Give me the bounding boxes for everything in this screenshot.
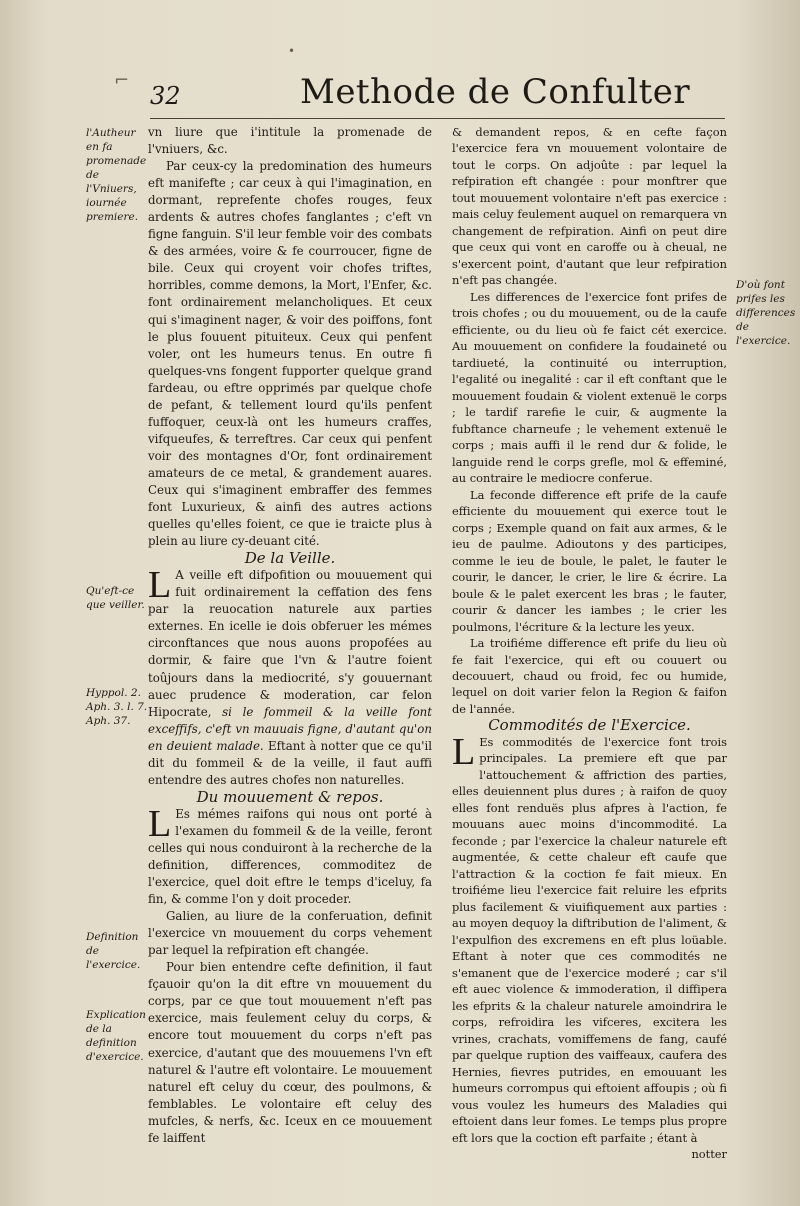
paragraph: Pour bien entendre cefte definition, il faut fçauoir qu'on la dit eftre vn mouuement du corps, par ce que tout mouuement n'eft pas exercice, mais feulement celuy du corps, & encore tout mouuement du corps n'eft pas exercice, d'autant que des mouuemens l'vn eft naturel & l'autre eft volontaire. Le mouuement naturel eft celuy du cœur, des poulmons, & femblables. Le volontaire eft celuy des mufcles, & nerfs, &c. Iceux en ce mouuement fe laiffent <box>148 960 432 1145</box>
paragraph: La feconde difference eft prife de la caufe efficiente du mouuement qui exerce tout le corps ; Exemple quand on fait aux armes, & le ieu de paulme. Adioutons y des participes, comme le ieu de boule, le palet, le fauter le courir, le dancer, le crier, le lire & écrire. La boule & le palet exercent les bras ; le fauter, courir & dancer les iambes ; le crier les poulmons, l'écriture & la lecture les yeux. <box>452 487 727 634</box>
paragraph: LEs mémes raifons qui nous ont porté à l'examen du fommeil & de la veille, feront celles qui nous conduiront à la recherche de la definition, differences, commoditez de l'exercice, quel doit eftre le temps d'iceluy, fa fin, & comme l'on y doit proceder. <box>148 802 432 907</box>
margin-note-veiller: Qu'eft-ce que veiller. <box>86 585 145 611</box>
paragraph: vn liure que i'intitule la promenade de l'vniuers, &c. <box>148 125 432 157</box>
paragraph <box>148 564 433 789</box>
paragraph: LEs commodités de l'exercice font trois principales. La premiere eft que par l'attouchement & affriction des parties, elles deuiennent plus dures ; à raifon de quoy elles font renduës plus afpres à l'action, fe mouuans auec moins d'incommodité. La feconde ; par l'exercice la chaleur naturele eft augmentée, & cette chaleur eft caufe que l'attraction & la coction fe fait mieux. En troifiéme lieu l'exercice fait reluire les efprits plus facilement & viuifiquement aux parties : au moyen dequoy la diftribution de l'aliment, & l'expulfion des excremens en eft plus loüable. Eftant à noter que ces commodités ne s'emanent que de l'exercice moderé ; car s'il eft auec violence & immoderation, il diffipera les efprits & la chaleur naturele amoindrira le corps, refroidira les vifceres, excitera les vrines, crachats, vomiffemens de fang, caufé par quelque ruption des vaiffeaux, caufera des Hernies, fievres putrides, en emouuant les humeurs corrompus qui eftoient affoupis ; où fi vous voulez les humeurs des Maladies qui eftoient dans leur fomes. Le temps plus propre eft lors que la coction eft parfaite ; étant à <box>452 730 727 1145</box>
paragraph: La troifiéme difference eft prife du lieu où fe fait l'exercice, qui eft ou couuert ou decouuert, chaud ou froid, fec ou humide, lequel on doit varier felon la Region & faifon de l'année. <box>452 636 727 716</box>
running-title: Methode de Confulter <box>300 72 691 112</box>
catchword: notter <box>691 1147 727 1162</box>
corner-mark: ⌐ <box>114 70 130 91</box>
right-column <box>452 124 727 1163</box>
margin-note-explication: Explication de la definition d'exercice. <box>86 1009 146 1063</box>
page-number: 32 <box>150 82 181 110</box>
header-rule <box>150 118 725 119</box>
left-column <box>148 124 432 1147</box>
paragraph: Galien, au liure de la conferuation, definit l'exercice vn mouuement du corps vehement par lequel la refpiration eft changée. <box>148 909 432 958</box>
paragraph: & demandent repos, & en cefte façon l'exercice fera vn mouuement volontaire de tout le corps. On adjoûte : par lequel la refpiration eft changée : pour monftrer que tout mouuement volontaire n'eft pas exercice : mais celuy feulement auquel on remarquera vn changement de refpiration. Ainfi on peut dire que ceux qui vont en caroffe ou à cheual, ne s'exercent point, d'autant que leur refpiration n'eft pas changée. <box>452 125 727 288</box>
margin-note-definition: Definition de l'exercice. <box>86 931 141 971</box>
text-run: Eftant à notter que ce qu'il dit du fommeil & de la veille, il faut auffi entendre des autres chofes non naturelles. <box>148 738 432 787</box>
margin-note-differences: D'où font prifes les differences de l'exercice. <box>736 279 796 347</box>
paragraph: Par ceux-cy la predomination des humeurs eft manifefte ; car ceux à qui l'imagination, en dormant, reprefente chofes rouges, feux ardents & autres chofes fanglantes ; c'eft vn figne fanguin. S'il leur femble voir des combats & des armées, voire & fe courroucer, figne de bile. Ceux qui croyent voir chofes triftes, horribles, comme demons, la Mort, l'Enfer, &c. font ordinairement melancholiques. Et ceux qui s'imaginent nager, & voir des poiffons, font le plus fouuent pituiteux. Ceux qui penfent voler, ont les humeurs tenus. En outre fi quelques-vns fongent fupporter quelque grand fardeau, ou eftre opprimés par quelque chofe de pefant, & tellement lourd qu'ils penfent fuffoquer, ceux-là ont les humeurs craffes, vifqueufes, & terreftres. Car ceux qui penfent voir des montagnes d'Or, font ordinairement amateurs de ce metal, & grandement auares. Ceux qui s'imaginent embraffer des femmes font Luxurieux, & ainfi des autres actions quelles qu'elles foient, ce que ie traicte plus à plein au liure cy-deuant cité. <box>148 159 432 549</box>
section-heading-commodites: Commodités de l'Exercice. <box>488 716 691 735</box>
dot-mark: • <box>288 44 296 58</box>
page-header <box>150 70 710 116</box>
text-run: LA veille eft difpofition ou mouuement qui fuit ordinairement la ceffation des fens par la reuocation naturele aux parties externes. En icelle ie dois obferuer les mémes circonftances que nous auons propofées au dormir, & faire que l'vn & l'autre foient toûjours dans la mediocrité, s'y gouuernant auec prudence & moderation, car felon Hipocrate, <box>148 564 432 719</box>
paragraph: Les differences de l'exercice font prifes de trois chofes ; ou du mouuement, ou de la caufe efficiente, ou du lieu où fe faict cét exercice. Au mouuement on confidere la foudaineté ou tardiueté, la continuité ou interruption, l'egalité ou inegalité : car il eft conftant que le mouuement foudain & violent extenuë le corps ; le tardif rarefie le cuir, & augmente la fubftance charneufe ; le vehement extenuë le corps ; mais auffi il le rend dur & folide, le languide rend le corps grefle, mol & effeminé, au contraire le mediocre conferue. <box>452 289 727 486</box>
quotation: si le fommeil & la veille font exceffifs, c'eft vn mauuais figne, d'autant qu'on en deuient malade. <box>148 704 433 753</box>
margin-note-hippocrate: Hyppol. 2. Aph. 3. l. 7. Aph. 37. <box>86 687 148 727</box>
section-heading-mouvement: Du mouuement & repos. <box>196 787 384 806</box>
margin-note-promenade: l'Autheur en fa promenade de l'Vniuers, iournée premiere. <box>86 127 147 223</box>
section-heading-veille: De la Veille. <box>244 549 336 568</box>
